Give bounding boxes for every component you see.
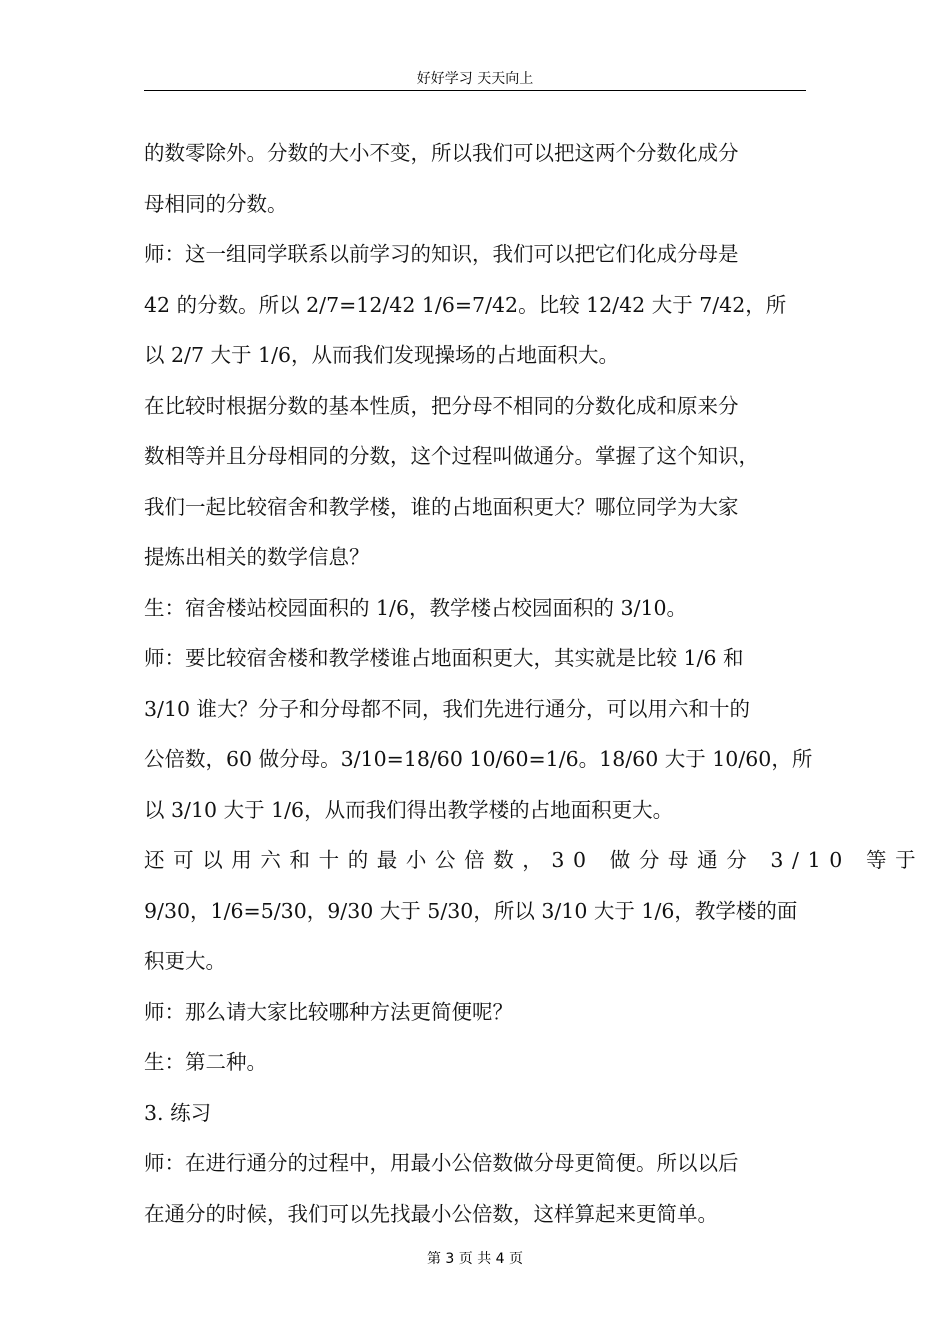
text-line: 42 的分数。所以 2/7=12/42 1/6=7/42。比较 12/42 大于 7/42，所 — [144, 292, 787, 317]
text-line: 我们一起比较宿舍和教学楼，谁的占地面积更大？哪位同学为大家 — [144, 494, 739, 519]
text-line: 母相同的分数。 — [144, 191, 288, 216]
text-line: 3/10 谁大？分子和分母都不同，我们先进行通分，可以用六和十的 — [144, 696, 751, 721]
text-line: 还可以用六和十的最小公倍数，30 做分母通分 3/10 等于 — [144, 848, 925, 872]
text-line: 师：那么请大家比较哪种方法更简便呢？ — [144, 999, 513, 1024]
text-line: 以 3/10 大于 1/6，从而我们得出教学楼的占地面积更大。 — [144, 797, 674, 822]
header-rule — [144, 90, 806, 91]
page-footer: 第 3 页 共 4 页 — [426, 1251, 524, 1267]
body-text — [144, 128, 925, 1239]
text-line: 师：要比较宿舍楼和教学楼谁占地面积更大，其实就是比较 1/6 和 — [144, 646, 744, 670]
text-line: 数相等并且分母相同的分数，这个过程叫做通分。掌握了这个知识， — [144, 444, 759, 468]
text-line: 提炼出相关的数学信息？ — [144, 545, 370, 569]
text-line: 师：在进行通分的过程中，用最小公倍数做分母更简便。所以以后 — [144, 1151, 739, 1175]
text-line: 生：宿舍楼站校园面积的 1/6，教学楼占校园面积的 3/10。 — [144, 595, 688, 620]
text-line: 在通分的时候，我们可以先找最小公倍数，这样算起来更简单。 — [144, 1201, 718, 1226]
text-line: 在比较时根据分数的基本性质，把分母不相同的分数化成和原来分 — [144, 393, 739, 418]
text-line: 以 2/7 大于 1/6，从而我们发现操场的占地面积大。 — [144, 343, 620, 367]
text-line: 生：第二种。 — [144, 1050, 267, 1074]
text-line: 公倍数，60 做分母。3/10=18/60 10/60=1/6。18/60 大于 10/60，所 — [144, 747, 813, 771]
section-heading: 3. 练习 — [144, 1100, 212, 1125]
page-header: 好好学习 天天向上 — [416, 71, 534, 87]
text-line: 师：这一组同学联系以前学习的知识，我们可以把它们化成分母是 — [144, 242, 739, 266]
text-line: 积更大。 — [144, 949, 226, 973]
text-line: 的数零除外。分数的大小不变，所以我们可以把这两个分数化成分 — [144, 141, 739, 165]
text-line: 9/30，1/6=5/30，9/30 大于 5/30，所以 3/10 大于 1/6，教学楼的面 — [144, 898, 798, 923]
